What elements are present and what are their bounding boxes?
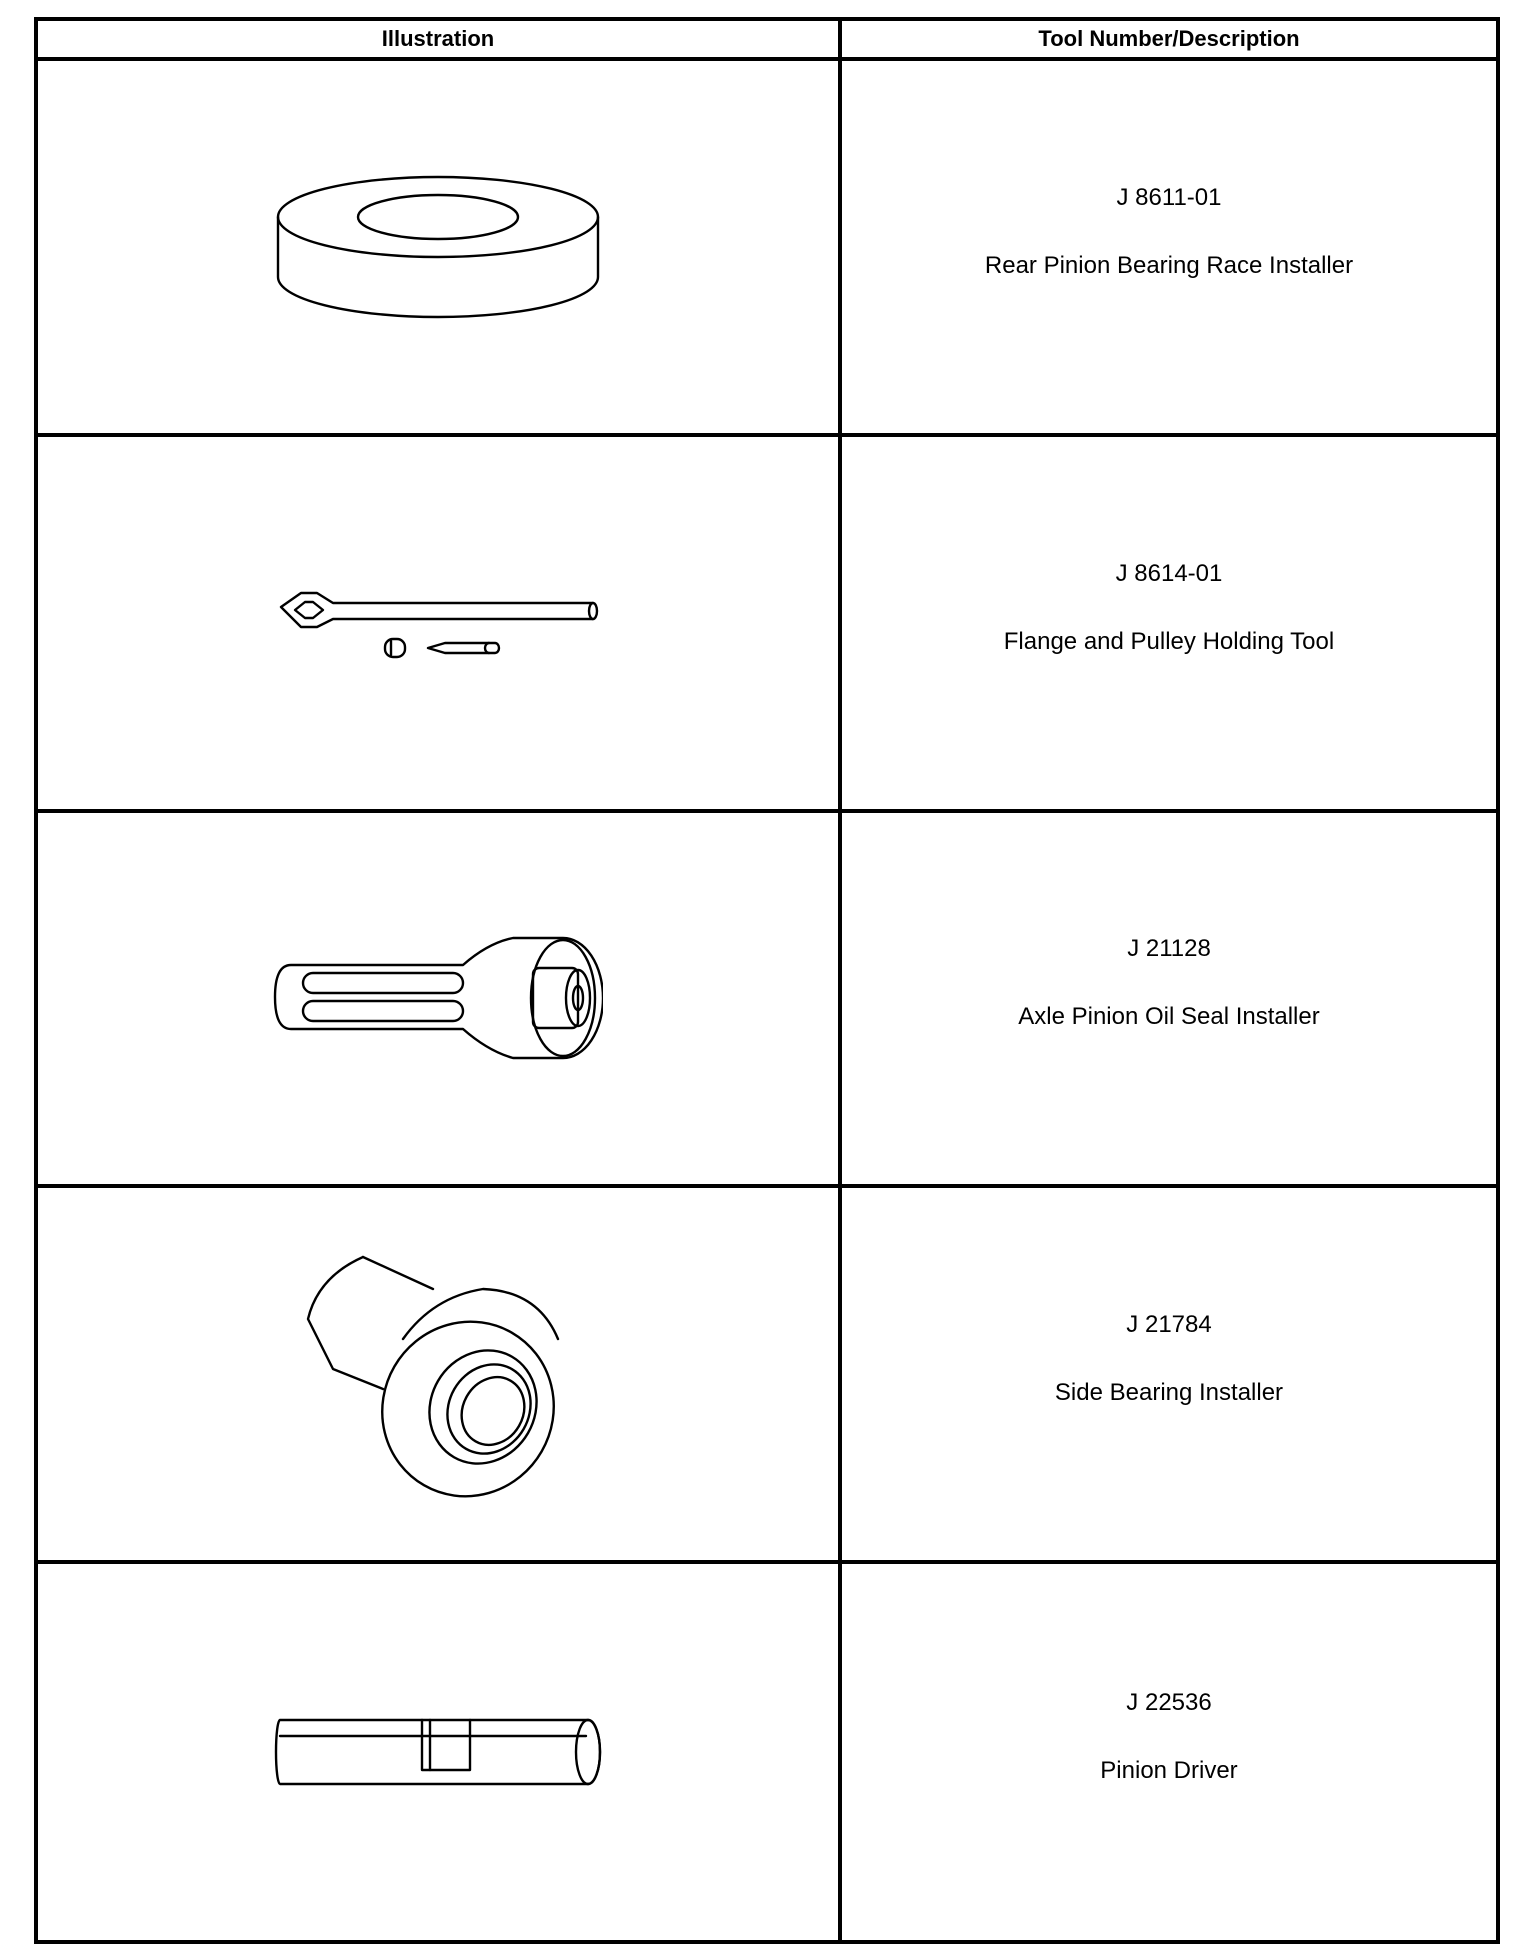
illustration-cell — [38, 1564, 842, 1940]
tool-description-cell — [842, 437, 1496, 813]
tool-description-cell — [842, 1564, 1496, 1940]
tool-description: Rear Pinion Bearing Race Installer — [984, 251, 1354, 279]
tool-description: Flange and Pulley Holding Tool — [1003, 627, 1335, 655]
holding-tool-icon — [273, 583, 603, 663]
tool-number: J 22536 — [1126, 1689, 1212, 1717]
illustration-cell — [38, 437, 842, 813]
tool-description: Pinion Driver — [1100, 1757, 1238, 1785]
tool-number: J 8614-01 — [1115, 559, 1223, 587]
tool-description: Side Bearing Installer — [1054, 1379, 1284, 1407]
header-illustration: Illustration — [38, 21, 842, 61]
tool-number: J 21784 — [1126, 1311, 1212, 1339]
oil-seal-installer-icon — [273, 933, 603, 1063]
bearing-race-installer-icon — [273, 167, 603, 327]
side-bearing-installer-icon — [293, 1249, 583, 1499]
tool-description-cell — [842, 813, 1496, 1189]
illustration-cell — [38, 813, 842, 1189]
tool-number: J 21128 — [1127, 935, 1211, 963]
tool-description: Axle Pinion Oil Seal Installer — [1018, 1003, 1320, 1031]
header-tool-number-description: Tool Number/Description — [842, 21, 1496, 61]
illustration-cell — [38, 61, 842, 437]
tool-description-cell — [842, 61, 1496, 437]
pinion-driver-icon — [270, 1712, 606, 1792]
special-tools-table — [34, 17, 1500, 1944]
illustration-cell — [38, 1188, 842, 1564]
tool-description-cell — [842, 1188, 1496, 1564]
tool-number: J 8611-01 — [1116, 183, 1222, 211]
